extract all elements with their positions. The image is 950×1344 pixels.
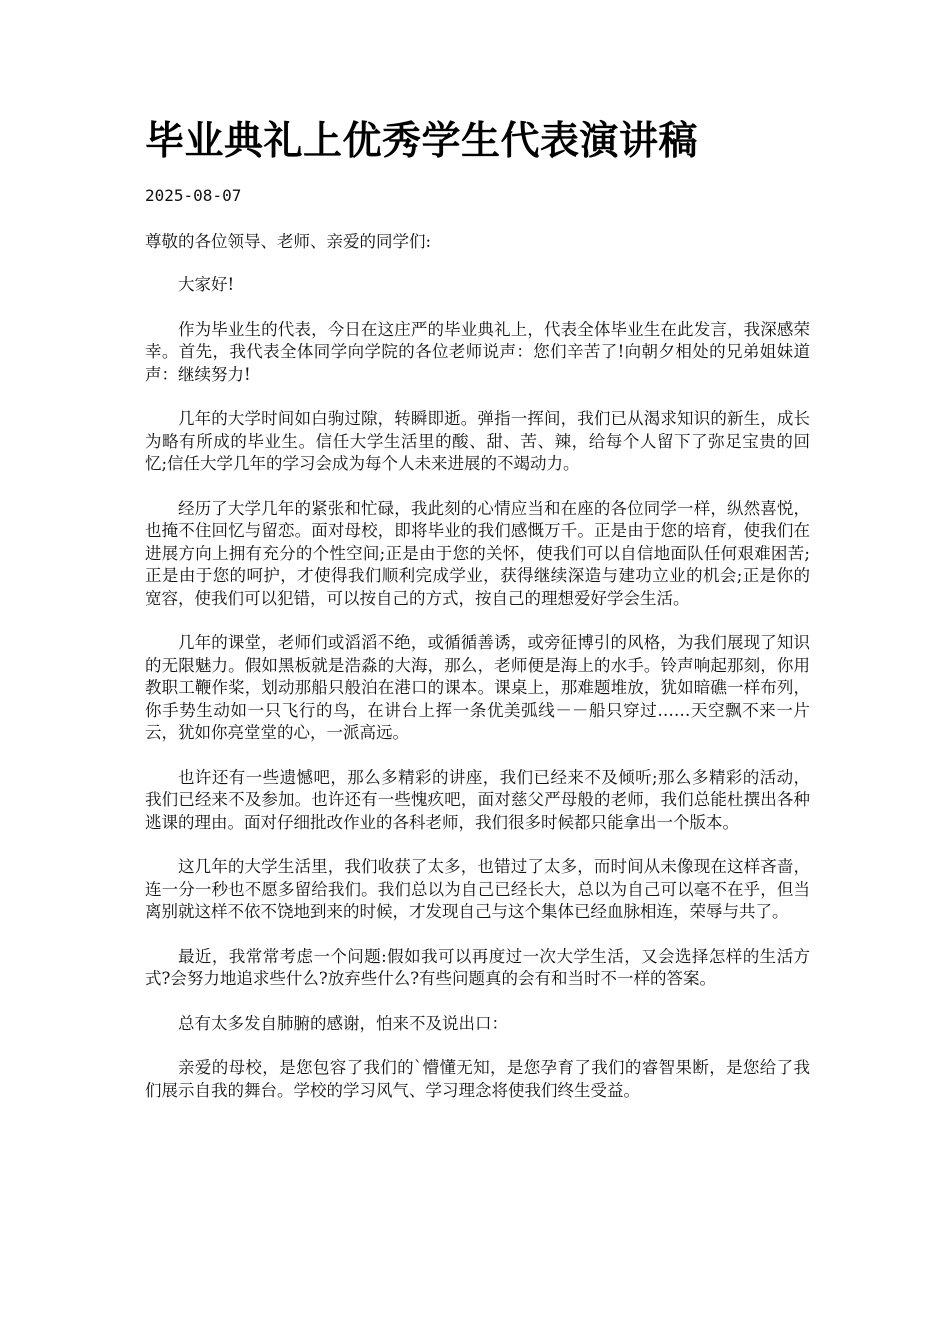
paragraph: 作为毕业生的代表，今日在这庄严的毕业典礼上，代表全体毕业生在此发言，我深感荣幸。首先，我代表全体同学向学院的各位老师说声：您们辛苦了!向朝夕相处的兄弟姐妹道声：继续努力!	[145, 319, 810, 384]
paragraph: 几年的大学时间如白驹过隙，转瞬即逝。弹指一挥间，我们已从渴求知识的新生，成长为略有所成的毕业生。信任大学生活里的酸、甜、苦、辣，给每个人留下了弥足宝贵的回忆;信任大学几年的学习会成为每个人未来进展的不竭动力。	[145, 409, 810, 473]
paragraph-greeting: 大家好!	[178, 275, 235, 294]
speech-body	[145, 274, 810, 1102]
paragraph: 最近，我常常考虑一个问题:假如我可以再度过一次大学生活，又会选择怎样的生活方式?会努力地追求些什么?放弃些什么?有些问题真的会有和当时不一样的答案。	[145, 946, 810, 988]
paragraph: 也许还有一些遗憾吧，那么多精彩的讲座，我们已经来不及倾听;那么多精彩的活动，我们已经来不及参加。也许还有一些愧疚吧，面对慈父严母般的老师，我们总能杜撰出各种逃课的理由。面对仔细批改作业的各科老师，我们很多时候都只能拿出一个版本。	[145, 767, 810, 832]
salutation: 尊敬的各位领导、老师、亲爱的同学们:	[145, 232, 432, 251]
document-page	[145, 0, 810, 1102]
publish-date: 2025-08-07	[145, 186, 242, 205]
paragraph: 几年的课堂，老师们或滔滔不绝，或循循善诱，或旁征博引的风格，为我们展现了知识的无限魅力。假如黑板就是浩淼的大海，那么，老师便是海上的水手。铃声响起那刻，你用教职工鞭作桨，划动那船只般泊在港口的课本。课桌上，那难题堆放，犹如暗礁一样布列，你手势生动如一只飞行的鸟，在讲台上挥一条优美弧线－－船只穿过……天空飘不来一片云，犹如你亮堂堂的心，一派高远。	[145, 633, 810, 742]
document-title: 毕业典礼上优秀学生代表演讲稿	[145, 119, 699, 164]
paragraph: 总有太多发自肺腑的感谢，怕来不及说出口：	[178, 1013, 508, 1033]
paragraph: 亲爱的母校，是您包容了我们的`懵懂无知，是您孕育了我们的睿智果断，是您给了我们展示自我的舞台。学校的学习风气、学习理念将使我们终生受益。	[145, 1058, 810, 1100]
paragraph: 这几年的大学生活里，我们收获了太多，也错过了太多，而时间从未像现在这样吝啬，连一分一秒也不愿多留给我们。我们总以为自己已经长大，总以为自己可以毫不在乎，但当离别就这样不依不饶地到来的时候，才发现自己与这个集体已经血脉相连，荣辱与共了。	[145, 857, 810, 921]
paragraph: 经历了大学几年的紧张和忙碌，我此刻的心情应当和在座的各位同学一样，纵然喜悦，也掩不住回忆与留恋。面对母校，即将毕业的我们感慨万千。正是由于您的培育，使我们在进展方向上拥有充分的个性空间;正是由于您的关怀，使我们可以自信地面队任何艰难困苦;正是由于您的呵护，才使得我们顺利完成学业，获得继续深造与建功立业的机会;正是你的宽容，使我们可以犯错，可以按自己的方式，按自己的理想爱好学会生活。	[145, 498, 810, 608]
